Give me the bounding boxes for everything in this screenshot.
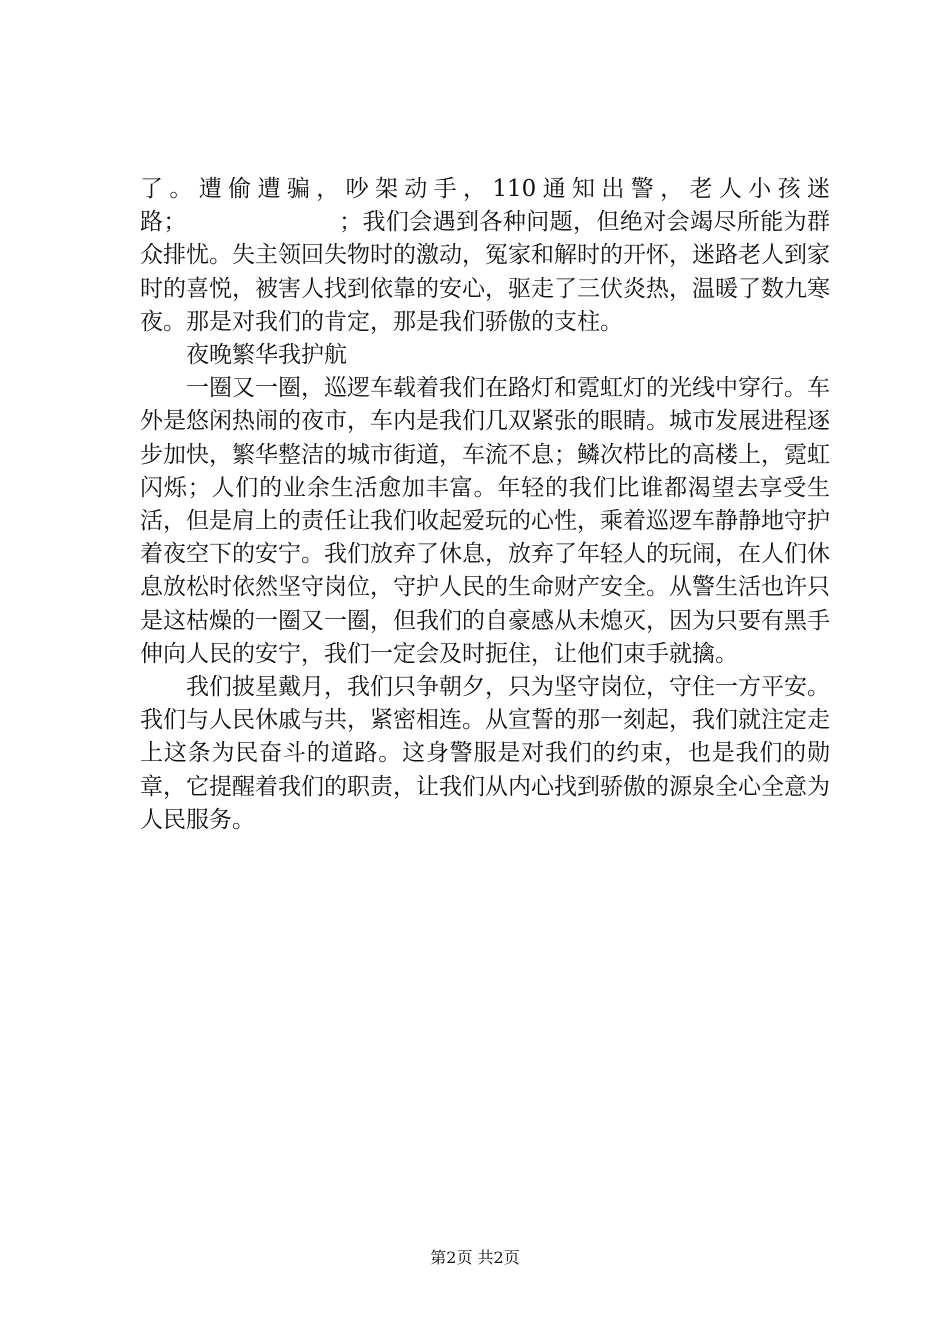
section-heading: 夜晚繁华我护航 — [186, 342, 347, 369]
body-paragraph-2: 一圈又一圈，巡逻车载着我们在路灯和霓虹灯的光线中穿行。车外是悠闲热闹的夜市，车内是我们几双紧张的眼睛。城市发展进程逐步加快，繁华整洁的城市街道，车流不息；鳞次栉比的高楼上，霓虹闪烁；人们的业余生活愈加丰富。年轻的我们比谁都渴望去享受生活，但是肩上的责任让我们收起爱玩的心性，乘着巡逻车静静地守护着夜空下的安宁。我们放弃了休息，放弃了年轻人的玩闹，在人们休息放松时依然坚守岗位，守护人民的生命财产安全。从警生活也许只是这枯燥的一圈又一圈，但我们的自豪感从未熄灭，因为只要有黑手伸向人民的安宁，我们一定会及时扼住，让他们束手就擒。 — [140, 375, 830, 667]
document-body — [140, 173, 830, 837]
page-number-footer: 第2页 共2页 — [430, 1248, 520, 1267]
body-paragraph-3: 我们披星戴月，我们只争朝夕，只为坚守岗位，守住一方平安。我们与人民休戚与共，紧密相连。从宣誓的那一刻起，我们就注定走上这条为民奋斗的道路。这身警服是对我们的约束，也是我们的勋章，它提醒着我们的职责，让我们从内心找到骄傲的源泉全心全意为人民服务。 — [140, 674, 830, 833]
body-paragraph-1: 了。遭偷遭骗，吵架动手，110通知出警，老人小孩迷路； ；我们会遇到各种问题，但绝对会竭尽所能为群众排忧。失主领回失物时的激动，冤家和解时的开怀，迷路老人到家时的喜悦，被害人找到依靠的安心，驱走了三伏炎热，温暖了数九寒夜。那是对我们的肯定，那是我们骄傲的支柱。 — [140, 176, 830, 335]
